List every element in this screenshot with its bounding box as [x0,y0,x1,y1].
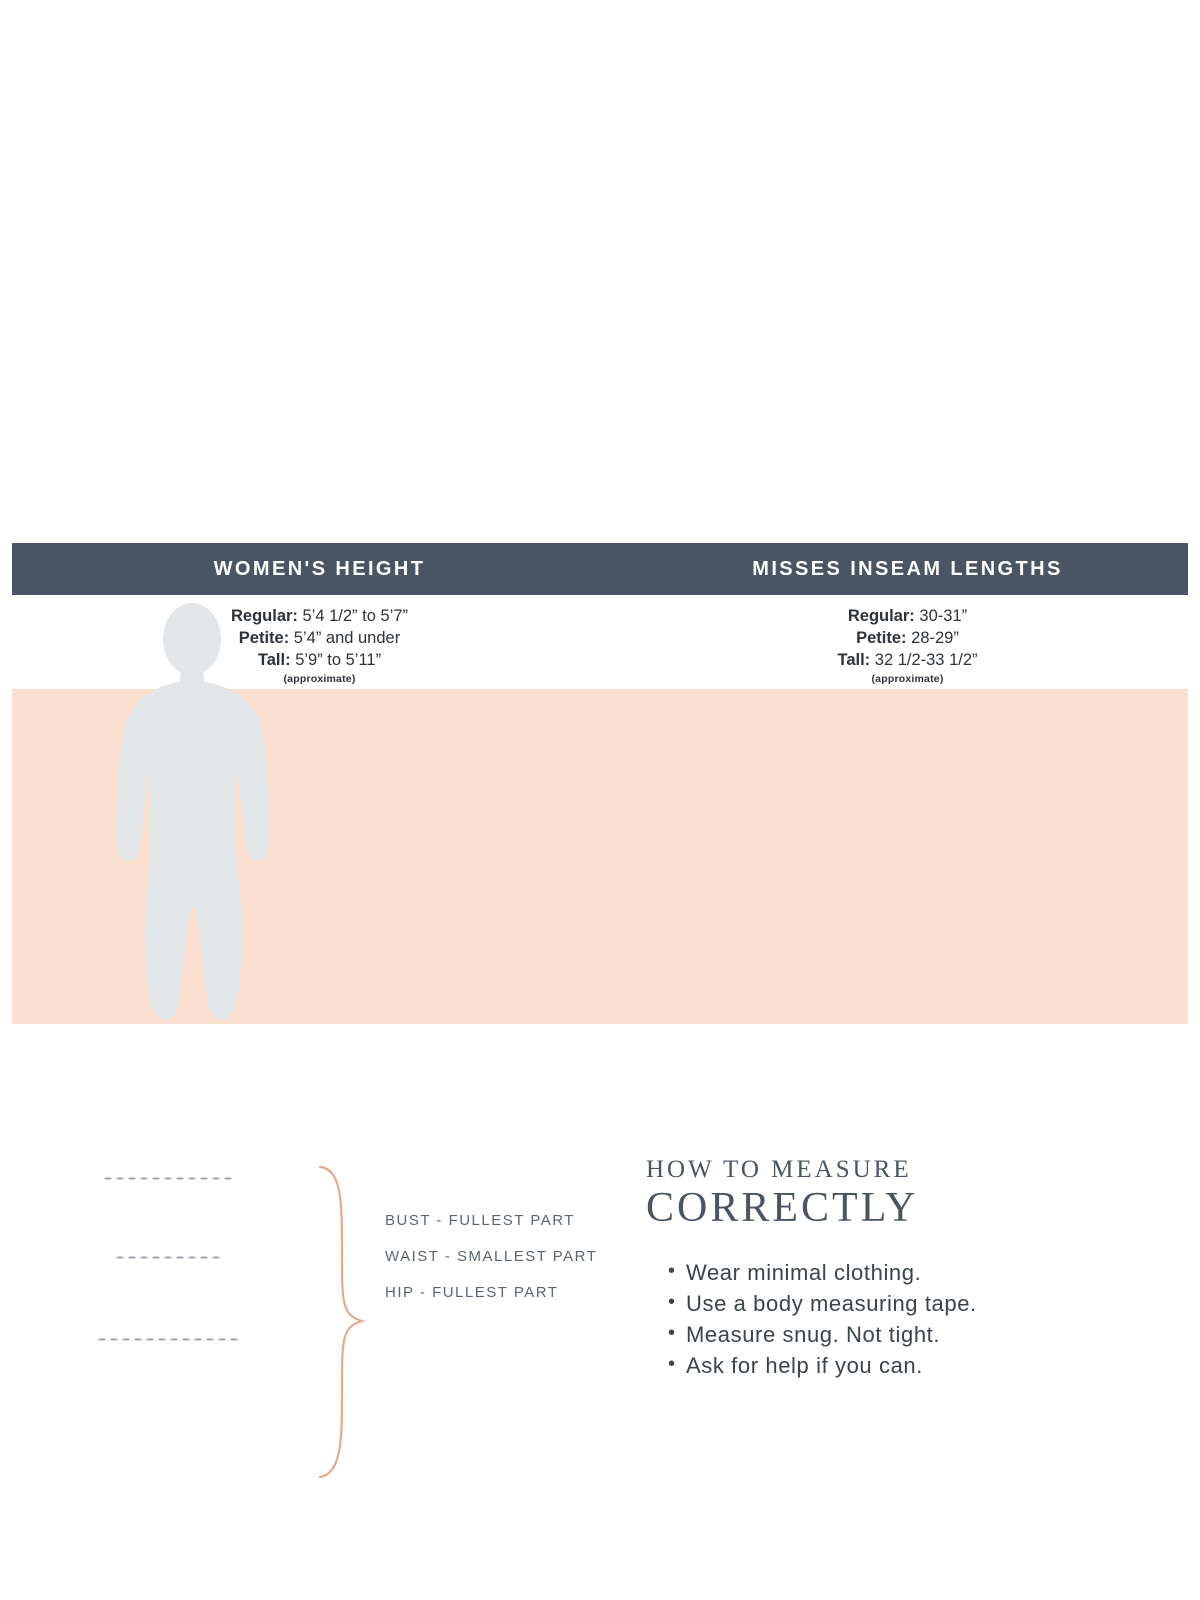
row-value: 5’4 1/2” to 5’7” [302,607,408,625]
column-header-womens-height: WOMEN'S HEIGHT [213,557,426,580]
measurement-labels [385,1203,625,1311]
list-item: • Ask for help if you can. [668,1350,1166,1381]
approximate-note: (approximate) [283,673,356,685]
row-label: Tall: [837,651,871,669]
measure-tips-list [646,1257,1166,1381]
row-value: 28-29” [911,629,959,647]
measurement-label-hip: HIP - FULLEST PART [385,1284,559,1301]
misses-inseam-column [627,595,1188,689]
table-row [627,649,1188,671]
row-value: 5’9” to 5’11” [295,651,382,669]
list-item: • Wear minimal clothing. [668,1257,1166,1288]
approximate-note: (approximate) [871,673,944,685]
waist-measure-line [114,1256,224,1259]
row-value: 5’4” and under [293,629,401,647]
bust-measure-line [102,1177,234,1180]
list-item: • Measure snug. Not tight. [668,1319,1166,1350]
row-value: 30-31” [919,607,968,625]
how-to-measure-title-line1: HOW TO MEASURE [646,1156,912,1183]
row-label: Petite: [856,629,907,647]
table-row [627,627,1188,649]
measurement-label-bust: BUST - FULLEST PART [385,1212,575,1229]
row-label: Tall: [257,651,291,669]
body-silhouette-icon [72,603,312,1023]
size-guide-card [12,543,1188,1378]
row-label: Regular: [847,607,915,625]
column-header-misses-inseam-lengths: MISSES INSEAM LENGTHS [752,557,1063,580]
brace-icon [312,1163,372,1483]
row-label: Regular: [230,607,298,625]
hip-measure-line [96,1338,242,1341]
how-to-measure-title-line2: CORRECTLY [646,1185,919,1231]
list-item: • Use a body measuring tape. [668,1288,1166,1319]
how-to-measure-section [646,1155,1166,1381]
table-header-row [12,543,1188,595]
measurement-label-waist: WAIST - SMALLEST PART [385,1248,598,1265]
row-value: 32 1/2-33 1/2” [874,651,978,669]
row-label: Petite: [238,629,290,647]
table-row [627,605,1188,627]
